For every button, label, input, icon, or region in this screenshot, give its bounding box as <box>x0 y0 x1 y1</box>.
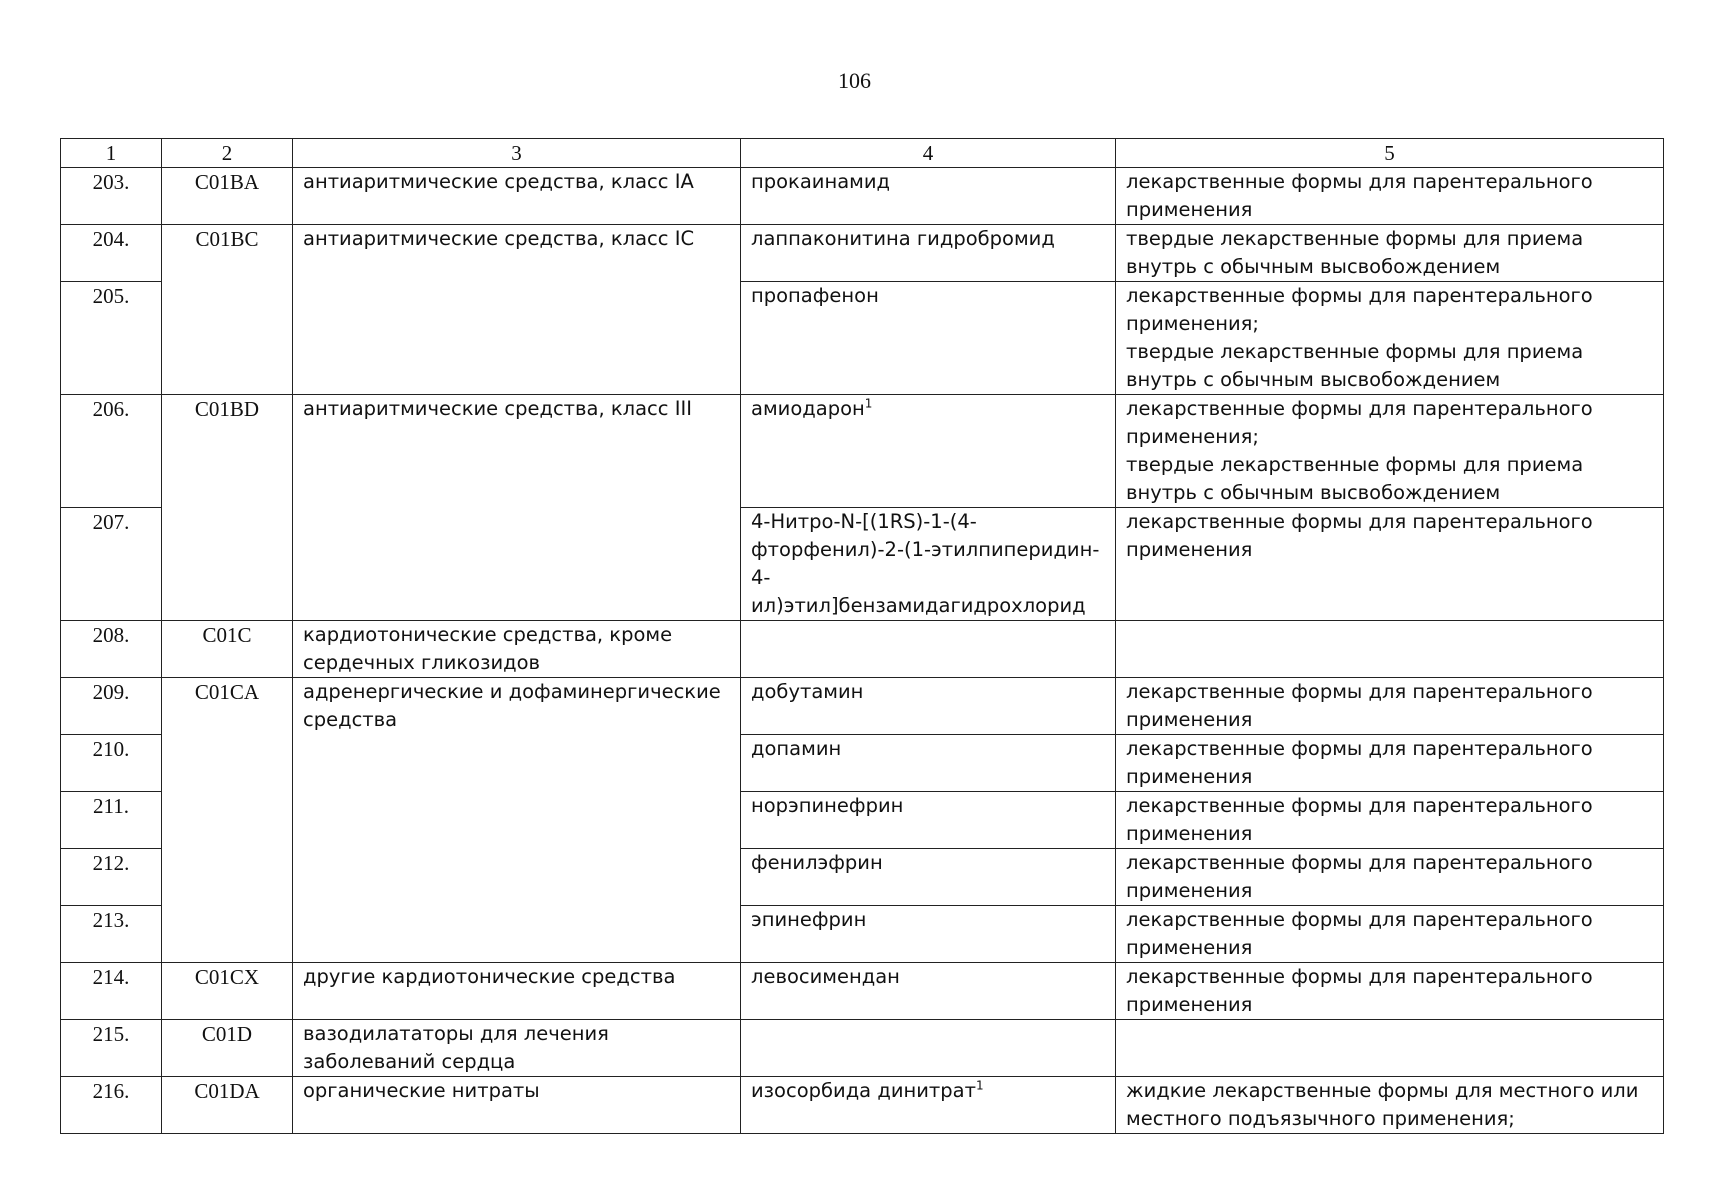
dosage-form: твердые лекарственные формы для приема внутрь с обычным высвобождением <box>1126 227 1584 278</box>
dosage-form: лекарственные формы для парентерального применения <box>1126 737 1593 788</box>
atc-code: C01BA <box>162 168 293 225</box>
row-number: 208. <box>61 621 162 678</box>
dosage-forms <box>1116 1020 1664 1077</box>
table-row <box>61 1020 1664 1077</box>
dosage-form: лекарственные формы для парентерального применения; <box>1126 397 1593 448</box>
atc-group-name: адренергические и дофаминергические средства <box>293 678 741 963</box>
drug-name-text: добутамин <box>751 680 864 703</box>
row-number: 203. <box>61 168 162 225</box>
drug-name <box>741 678 1116 735</box>
row-number: 206. <box>61 395 162 508</box>
column-header: 1 <box>61 139 162 168</box>
row-number: 210. <box>61 735 162 792</box>
drug-name-text: лаппаконитина гидробромид <box>751 227 1055 250</box>
atc-group-name: органические нитраты <box>293 1077 741 1134</box>
row-number: 212. <box>61 849 162 906</box>
atc-group-name: вазодилататоры для лечения заболеваний сердца <box>293 1020 741 1077</box>
drug-name <box>741 963 1116 1020</box>
drug-name-text: эпинефрин <box>751 908 867 931</box>
row-number: 204. <box>61 225 162 282</box>
dosage-form: лекарственные формы для парентерального применения <box>1126 680 1593 731</box>
dosage-forms <box>1116 735 1664 792</box>
dosage-form: лекарственные формы для парентерального применения; <box>1126 284 1593 335</box>
dosage-form: лекарственные формы для парентерального применения <box>1126 851 1593 902</box>
drug-name-text: изосорбида динитрат <box>751 1079 976 1102</box>
row-number: 207. <box>61 508 162 621</box>
atc-code: C01C <box>162 621 293 678</box>
dosage-forms <box>1116 395 1664 508</box>
row-number: 215. <box>61 1020 162 1077</box>
atc-group-name: антиаритмические средства, класс IA <box>293 168 741 225</box>
footnote-marker: 1 <box>864 396 873 411</box>
table-row <box>61 621 1664 678</box>
column-header: 4 <box>741 139 1116 168</box>
dosage-forms <box>1116 282 1664 395</box>
dosage-forms <box>1116 508 1664 621</box>
atc-group-name: антиаритмические средства, класс IC <box>293 225 741 395</box>
dosage-form: лекарственные формы для парентерального применения <box>1126 965 1593 1016</box>
row-number: 209. <box>61 678 162 735</box>
dosage-forms <box>1116 906 1664 963</box>
dosage-forms <box>1116 792 1664 849</box>
dosage-forms <box>1116 1077 1664 1134</box>
table-row <box>61 168 1664 225</box>
atc-group-name: другие кардиотонические средства <box>293 963 741 1020</box>
dosage-forms <box>1116 225 1664 282</box>
row-number: 213. <box>61 906 162 963</box>
drug-name <box>741 225 1116 282</box>
drug-name-text: фенилэфрин <box>751 851 883 874</box>
drug-name <box>741 906 1116 963</box>
atc-code: C01CA <box>162 678 293 963</box>
atc-group-name: антиаритмические средства, класс III <box>293 395 741 621</box>
drug-name-line: 4-Нитро-N-[(1RS)-1-(4- <box>751 510 977 533</box>
table-row <box>61 225 1664 282</box>
drug-name <box>741 508 1116 621</box>
atc-group-name: кардиотонические средства, кроме сердечных гликозидов <box>293 621 741 678</box>
drug-name <box>741 735 1116 792</box>
dosage-forms <box>1116 678 1664 735</box>
dosage-form: твердые лекарственные формы для приема внутрь с обычным высвобождением <box>1126 340 1584 391</box>
table-row <box>61 395 1664 508</box>
drug-name <box>741 282 1116 395</box>
table-row <box>61 963 1664 1020</box>
dosage-forms <box>1116 849 1664 906</box>
dosage-forms <box>1116 963 1664 1020</box>
row-number: 216. <box>61 1077 162 1134</box>
drug-name <box>741 1020 1116 1077</box>
row-number: 214. <box>61 963 162 1020</box>
page-number: 106 <box>838 68 871 93</box>
drug-name <box>741 395 1116 508</box>
dosage-form: лекарственные формы для парентерального применения <box>1126 794 1593 845</box>
drug-name <box>741 1077 1116 1134</box>
drug-name-text: допамин <box>751 737 842 760</box>
table-row <box>61 678 1664 735</box>
table-header-row <box>61 139 1664 168</box>
drug-name-text: амиодарон <box>751 397 865 420</box>
atc-code: C01D <box>162 1020 293 1077</box>
drug-name <box>741 168 1116 225</box>
row-number: 205. <box>61 282 162 395</box>
atc-code: C01BC <box>162 225 293 395</box>
column-header: 3 <box>293 139 741 168</box>
dosage-forms <box>1116 168 1664 225</box>
column-header: 5 <box>1116 139 1664 168</box>
atc-code: C01DA <box>162 1077 293 1134</box>
dosage-form: лекарственные формы для парентерального применения <box>1126 510 1593 561</box>
dosage-form: лекарственные формы для парентерального применения <box>1126 170 1593 221</box>
drug-name <box>741 792 1116 849</box>
dosage-form: лекарственные формы для парентерального применения <box>1126 908 1593 959</box>
drug-name <box>741 621 1116 678</box>
dosage-form: твердые лекарственные формы для приема внутрь с обычным высвобождением <box>1126 453 1584 504</box>
row-number: 211. <box>61 792 162 849</box>
drug-name-line: 4-ил)этил]бензамидагидрохлорид <box>751 566 1086 617</box>
table-row <box>61 1077 1664 1134</box>
atc-code: C01BD <box>162 395 293 621</box>
dosage-forms <box>1116 621 1664 678</box>
drug-name-text: левосимендан <box>751 965 900 988</box>
drug-name-text: пропафенон <box>751 284 879 307</box>
atc-code: C01CX <box>162 963 293 1020</box>
drug-name-text: норэпинефрин <box>751 794 904 817</box>
column-header: 2 <box>162 139 293 168</box>
dosage-form: жидкие лекарственные формы для местного или местного подъязычного применения; <box>1126 1079 1639 1130</box>
drug-name-line: фторфенил)-2-(1-этилпиперидин- <box>751 538 1100 561</box>
footnote-marker: 1 <box>975 1078 984 1093</box>
drug-name <box>741 849 1116 906</box>
drug-list-table <box>60 138 1664 1134</box>
drug-name-text: прокаинамид <box>751 170 891 193</box>
